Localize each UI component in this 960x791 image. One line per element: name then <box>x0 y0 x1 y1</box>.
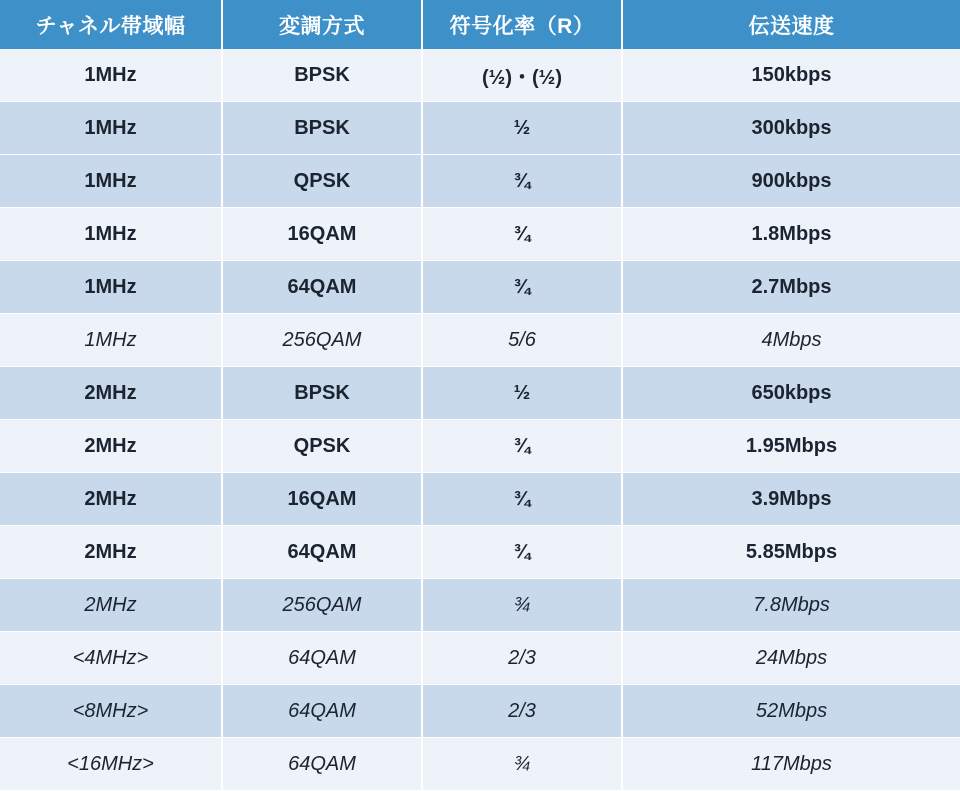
cell-transmission-rate: 52Mbps <box>622 685 960 738</box>
table-row <box>0 420 960 473</box>
table-row <box>0 314 960 367</box>
table-body <box>0 49 960 791</box>
cell-coding-rate: ¾ <box>422 473 622 526</box>
cell-modulation: BPSK <box>222 367 422 420</box>
cell-transmission-rate: 3.9Mbps <box>622 473 960 526</box>
cell-transmission-rate: 1.95Mbps <box>622 420 960 473</box>
cell-coding-rate: 2/3 <box>422 685 622 738</box>
cell-modulation: QPSK <box>222 155 422 208</box>
cell-channel-bandwidth: 1MHz <box>0 102 222 155</box>
cell-modulation: 16QAM <box>222 208 422 261</box>
cell-channel-bandwidth: 2MHz <box>0 579 222 632</box>
cell-transmission-rate: 150kbps <box>622 49 960 102</box>
cell-channel-bandwidth: 1MHz <box>0 314 222 367</box>
table-row <box>0 473 960 526</box>
cell-coding-rate: ½ <box>422 367 622 420</box>
column-header-transmission-rate: 伝送速度 <box>622 0 960 49</box>
cell-transmission-rate: 1.8Mbps <box>622 208 960 261</box>
cell-modulation: 64QAM <box>222 632 422 685</box>
cell-modulation: 64QAM <box>222 685 422 738</box>
column-header-modulation: 変調方式 <box>222 0 422 49</box>
table-header-row <box>0 0 960 49</box>
table-row <box>0 738 960 791</box>
table-row <box>0 579 960 632</box>
cell-coding-rate: (½)・(½) <box>422 49 622 102</box>
cell-channel-bandwidth: 2MHz <box>0 367 222 420</box>
cell-modulation: QPSK <box>222 420 422 473</box>
cell-channel-bandwidth: 2MHz <box>0 526 222 579</box>
cell-modulation: 256QAM <box>222 579 422 632</box>
cell-coding-rate: ½ <box>422 102 622 155</box>
cell-transmission-rate: 650kbps <box>622 367 960 420</box>
cell-transmission-rate: 7.8Mbps <box>622 579 960 632</box>
column-header-channel-bandwidth: チャネル帯域幅 <box>0 0 222 49</box>
cell-transmission-rate: 5.85Mbps <box>622 526 960 579</box>
cell-channel-bandwidth: 1MHz <box>0 155 222 208</box>
table-row <box>0 261 960 314</box>
cell-channel-bandwidth: 1MHz <box>0 49 222 102</box>
table-row <box>0 367 960 420</box>
cell-channel-bandwidth: 1MHz <box>0 261 222 314</box>
cell-modulation: 64QAM <box>222 738 422 791</box>
cell-modulation: 256QAM <box>222 314 422 367</box>
cell-channel-bandwidth: 1MHz <box>0 208 222 261</box>
cell-transmission-rate: 4Mbps <box>622 314 960 367</box>
cell-transmission-rate: 117Mbps <box>622 738 960 791</box>
table-row <box>0 632 960 685</box>
cell-coding-rate: ¾ <box>422 261 622 314</box>
cell-modulation: 16QAM <box>222 473 422 526</box>
cell-coding-rate: ¾ <box>422 208 622 261</box>
table-row <box>0 102 960 155</box>
cell-modulation: BPSK <box>222 102 422 155</box>
cell-coding-rate: 2/3 <box>422 632 622 685</box>
table-row <box>0 49 960 102</box>
column-header-coding-rate: 符号化率（R） <box>422 0 622 49</box>
cell-transmission-rate: 900kbps <box>622 155 960 208</box>
cell-coding-rate: ¾ <box>422 420 622 473</box>
cell-coding-rate: 5/6 <box>422 314 622 367</box>
cell-transmission-rate: 2.7Mbps <box>622 261 960 314</box>
table-row <box>0 155 960 208</box>
table-row <box>0 208 960 261</box>
cell-channel-bandwidth: <4MHz> <box>0 632 222 685</box>
cell-modulation: BPSK <box>222 49 422 102</box>
cell-coding-rate: ¾ <box>422 155 622 208</box>
table-row <box>0 526 960 579</box>
cell-modulation: 64QAM <box>222 261 422 314</box>
cell-transmission-rate: 300kbps <box>622 102 960 155</box>
cell-channel-bandwidth: 2MHz <box>0 420 222 473</box>
table-row <box>0 685 960 738</box>
cell-modulation: 64QAM <box>222 526 422 579</box>
cell-transmission-rate: 24Mbps <box>622 632 960 685</box>
cell-coding-rate: ¾ <box>422 738 622 791</box>
table-header <box>0 0 960 49</box>
cell-coding-rate: ¾ <box>422 526 622 579</box>
cell-channel-bandwidth: <8MHz> <box>0 685 222 738</box>
cell-channel-bandwidth: 2MHz <box>0 473 222 526</box>
cell-channel-bandwidth: <16MHz> <box>0 738 222 791</box>
cell-coding-rate: ¾ <box>422 579 622 632</box>
